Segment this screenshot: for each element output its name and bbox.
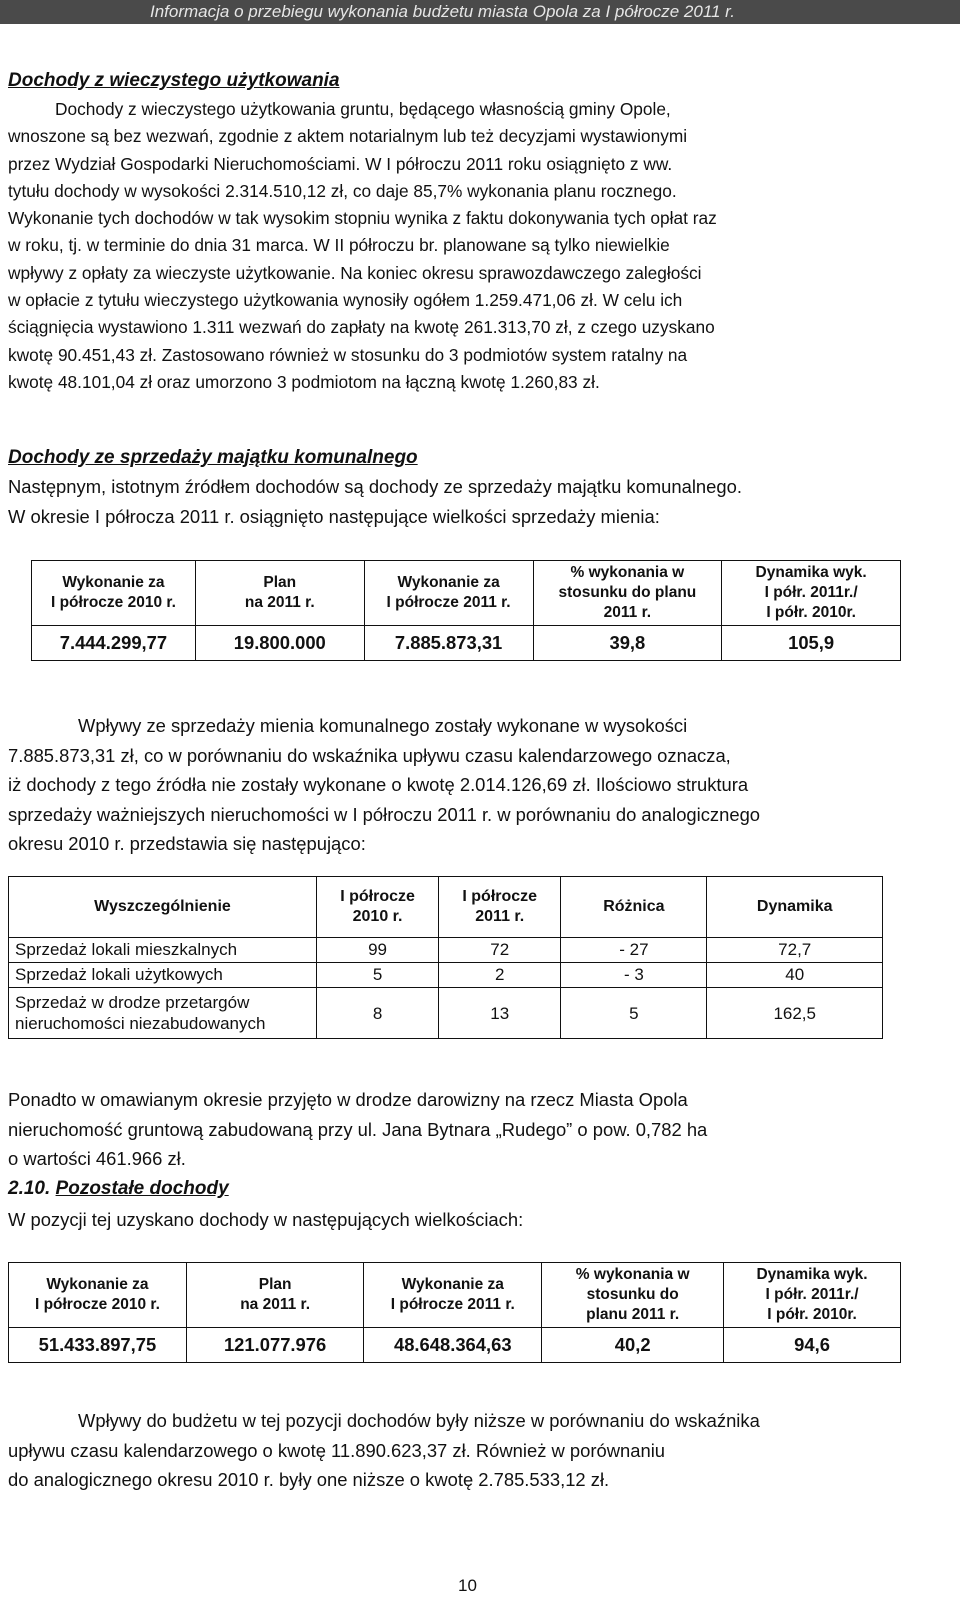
paragraph-sprzedaz-intro (8, 472, 958, 531)
line: sprzedaży ważniejszych nieruchomości w I półroczu 2011 r. w porównaniu do analogicznego (8, 803, 761, 825)
table-cell: 51.433.897,75 (9, 1328, 187, 1363)
paragraph-wieczyste (8, 96, 958, 396)
col-header: Dynamika wyk. I półr. 2011r./ I półr. 2010r. (724, 1263, 901, 1328)
section-number: 2.10. (8, 1178, 51, 1199)
table-cell: 94,6 (724, 1328, 901, 1363)
paragraph-pozostale-wynik (8, 1406, 958, 1495)
table-cell: 39,8 (533, 626, 722, 661)
table-row: Sprzedaż w drodze przetargów nieruchomości niezabudowanych 8 13 5 162,5 (9, 988, 883, 1039)
line: w opłacie z tytułu wieczystego użytkowania wynosiły ogółem 1.259.471,06 zł. W celu ich (8, 290, 683, 311)
line: Dochody z wieczystego użytkowania gruntu, będącego własnością gminy Opole, (55, 99, 671, 119)
col-header: Plan na 2011 r. (186, 1263, 364, 1328)
line: Wpływy do budżetu w tej pozycji dochodów były niższe w porównaniu do wskaźnika (78, 1410, 760, 1431)
col-header: % wykonania w stosunku do planu 2011 r. (542, 1263, 724, 1328)
paragraph-darowizna (8, 1085, 958, 1174)
line: przez Wydział Gospodarki Nieruchomościami. W I półroczu 2011 roku osiągnięto z ww. (8, 153, 673, 174)
col-header: I półrocze 2010 r. (316, 877, 438, 938)
line: wnoszone są bez wezwań, zgodnie z aktem notarialnym lub też decyzjami wystawionymi (8, 126, 688, 147)
page-number: 10 (458, 1576, 477, 1595)
table-row: Sprzedaż lokali mieszkalnych 99 72 - 27 72,7 (9, 938, 883, 963)
section-heading-pozostale (8, 1178, 229, 1200)
line: do analogicznego okresu 2010 r. były one niższe o kwotę 2.785.533,12 zł. (8, 1469, 610, 1491)
line: Wpływy ze sprzedaży mienia komunalnego zostały wykonane w wysokości (78, 715, 688, 736)
table-cell: 7.885.873,31 (364, 626, 533, 661)
line: kwotę 90.451,43 zł. Zastosowano również w stosunku do 3 podmiotów system ratalny na (8, 344, 688, 365)
col-header: % wykonania w stosunku do planu 2011 r. (533, 561, 722, 626)
col-header: Wykonanie za I półrocze 2011 r. (364, 1263, 542, 1328)
table-cell: 40,2 (542, 1328, 724, 1363)
line: Ponadto w omawianym okresie przyjęto w drodze darowizny na rzecz Miasta Opola (8, 1089, 688, 1110)
line: kwotę 48.101,04 zł oraz umorzono 3 podmiotom na łączną kwotę 1.260,83 zł. (8, 371, 600, 392)
line: w roku, tj. w terminie do dnia 31 marca. W II półroczu br. planowane są tylko niewielkie (8, 235, 670, 256)
line: iż dochody z tego źródła nie zostały wykonane o kwotę 2.014.126,69 zł. Ilościowo struktura (8, 774, 749, 796)
line: 7.885.873,31 zł, co w porównaniu do wskaźnika upływu czasu kalendarzowego oznacza, (8, 744, 731, 766)
page-header (0, 0, 960, 24)
line: Wykonanie tych dochodów w tak wysokim stopniu wynika z faktu dokonywania tych opłat raz (8, 208, 717, 229)
col-header: Dynamika (707, 877, 883, 938)
table-cell: 48.648.364,63 (364, 1328, 542, 1363)
col-header: I półrocze 2011 r. (439, 877, 561, 938)
line: Następnym, istotnym źródłem dochodów są dochody ze sprzedaży majątku komunalnego. (8, 476, 742, 497)
paragraph-sprzedaz-wynik (8, 711, 958, 859)
table-cell: 121.077.976 (186, 1328, 364, 1363)
col-header: Różnica (561, 877, 707, 938)
line: W okresie I półrocza 2011 r. osiągnięto następujące wielkości sprzedaży mienia: (8, 505, 660, 527)
line: nieruchomość gruntową zabudowaną przy ul. Jana Bytnara „Rudego” o pow. 0,782 ha (8, 1118, 708, 1140)
line: upływu czasu kalendarzowego o kwotę 11.890.623,37 zł. Również w porównaniu (8, 1439, 666, 1461)
col-header: Wyszczególnienie (9, 877, 317, 938)
col-header: Wykonanie za I półrocze 2011 r. (364, 561, 533, 626)
header-title: Informacja o przebiegu wykonania budżetu miasta Opola za I półrocze 2011 r. (150, 2, 735, 21)
line: o wartości 461.966 zł. (8, 1148, 186, 1170)
line: ściągnięcia wystawiono 1.311 wezwań do zapłaty na kwotę 261.313,70 zł, z czego uzyskano (8, 317, 715, 338)
table-row: Sprzedaż lokali użytkowych 5 2 - 3 40 (9, 963, 883, 988)
section-heading-wieczyste: Dochody z wieczystego użytkowania (8, 70, 340, 91)
table-cell: 7.444.299,77 (32, 626, 196, 661)
col-header: Wykonanie za I półrocze 2010 r. (9, 1263, 187, 1328)
table-cell: 19.800.000 (195, 626, 364, 661)
sales-summary-table (31, 560, 901, 661)
line: wpływy z opłaty za wieczyste użytkowanie. Na koniec okresu sprawozdawczego zaległości (8, 262, 702, 283)
line: okresu 2010 r. przedstawia się następująco: (8, 833, 366, 855)
table-cell: 105,9 (722, 626, 901, 661)
property-structure-table (8, 876, 883, 1039)
col-header: Wykonanie za I półrocze 2010 r. (32, 561, 196, 626)
col-header: Dynamika wyk. I półr. 2011r./ I półr. 2010r. (722, 561, 901, 626)
line: tytułu dochody w wysokości 2.314.510,12 zł, co daje 85,7% wykonania planu rocznego. (8, 180, 677, 201)
other-income-table (8, 1262, 901, 1363)
section-heading-sprzedaz: Dochody ze sprzedaży majątku komunalnego (8, 447, 418, 468)
col-header: Plan na 2011 r. (195, 561, 364, 626)
paragraph-pozostale-intro: W pozycji tej uzyskano dochody w następujących wielkościach: (8, 1209, 524, 1230)
section-title: Pozostałe dochody (55, 1178, 229, 1199)
